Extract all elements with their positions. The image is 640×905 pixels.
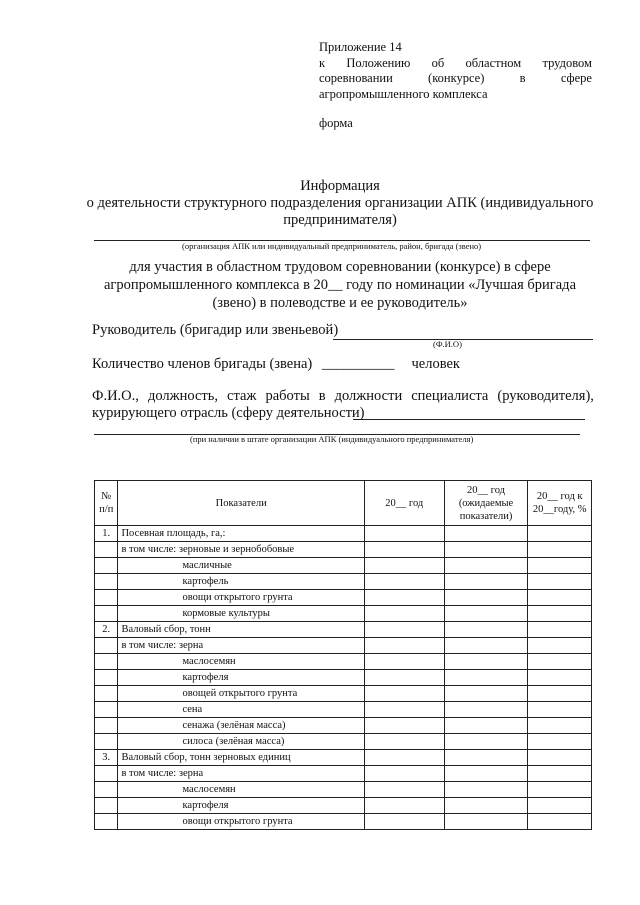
table-body — [95, 526, 592, 830]
header-indicator: Показатели — [118, 481, 364, 526]
row-indicator: Посевная площадь, га,: — [118, 526, 364, 542]
ratio-value-cell[interactable] — [528, 766, 592, 782]
expected-value-cell[interactable] — [444, 638, 528, 654]
appendix-word: Положению — [346, 55, 411, 70]
appendix-word: об — [431, 55, 445, 70]
ratio-value-cell[interactable] — [528, 606, 592, 622]
members-label-text: Количество членов бригады (звена) — [92, 356, 313, 372]
year-value-cell[interactable] — [364, 558, 444, 574]
specialist-word: должность, — [147, 388, 219, 404]
header-year: 20__ год — [364, 481, 444, 526]
ratio-value-cell[interactable] — [528, 622, 592, 638]
ratio-value-cell[interactable] — [528, 574, 592, 590]
table-row — [95, 766, 592, 782]
table-row — [95, 814, 592, 830]
row-number — [95, 702, 118, 718]
row-number: 3. — [95, 750, 118, 766]
row-indicator: сенажа (зелёная масса) — [118, 718, 364, 734]
year-value-cell[interactable] — [364, 606, 444, 622]
ratio-value-cell[interactable] — [528, 590, 592, 606]
table-row — [95, 670, 592, 686]
specialist-caption: (при наличии в штате организации АПК (индивидуального предпринимателя) — [190, 434, 474, 444]
row-number: 1. — [95, 526, 118, 542]
expected-value-cell[interactable] — [444, 718, 528, 734]
row-indicator: картофеля — [118, 798, 364, 814]
members-unit: человек — [411, 356, 460, 372]
ratio-value-cell[interactable] — [528, 638, 592, 654]
row-indicator: овощи открытого грунта — [118, 590, 364, 606]
purpose-text — [70, 258, 610, 312]
specialist-word: должности — [334, 388, 403, 404]
appendix-word: трудовом — [542, 55, 592, 70]
appendix-line-4: агропромышленного комплекса — [319, 86, 488, 101]
specialist-word: Ф.И.О., — [92, 388, 139, 404]
info-subtitle — [60, 195, 620, 229]
specialist-line-1 — [92, 388, 594, 405]
ratio-value-cell[interactable] — [528, 750, 592, 766]
table-row — [95, 542, 592, 558]
table-row — [95, 798, 592, 814]
purpose-line-3: (звено) в полеводстве и ее руководитель» — [212, 295, 468, 311]
header-ratio: 20__ год к 20__году, % — [528, 481, 592, 526]
table-row — [95, 590, 592, 606]
table-row — [95, 782, 592, 798]
year-value-cell[interactable] — [364, 574, 444, 590]
header-num: № п/п — [95, 481, 118, 526]
row-number: 2. — [95, 622, 118, 638]
expected-value-cell[interactable] — [444, 766, 528, 782]
row-indicator: картофель — [118, 574, 364, 590]
row-indicator: Валовый сбор, тонн — [118, 622, 364, 638]
row-number — [95, 798, 118, 814]
expected-value-cell[interactable] — [444, 558, 528, 574]
table-row — [95, 654, 592, 670]
row-indicator: кормовые культуры — [118, 606, 364, 622]
row-number — [95, 670, 118, 686]
expected-value-cell[interactable] — [444, 526, 528, 542]
row-indicator: маслосемян — [118, 654, 364, 670]
ratio-value-cell[interactable] — [528, 542, 592, 558]
row-indicator: в том числе: зерновые и зернобобовые — [118, 542, 364, 558]
appendix-word: в — [519, 71, 526, 85]
year-value-cell[interactable] — [364, 622, 444, 638]
specialist-word: в — [318, 388, 326, 404]
year-value-cell[interactable] — [364, 750, 444, 766]
ratio-value-cell[interactable] — [528, 654, 592, 670]
leader-input-line[interactable] — [333, 339, 593, 340]
specialist-word: специалиста — [411, 388, 489, 404]
expected-value-cell[interactable] — [444, 782, 528, 798]
specialist-block — [92, 388, 594, 422]
year-value-cell[interactable] — [364, 638, 444, 654]
expected-value-cell[interactable] — [444, 734, 528, 750]
table-row — [95, 734, 592, 750]
ratio-value-cell[interactable] — [528, 814, 592, 830]
ratio-value-cell[interactable] — [528, 670, 592, 686]
ratio-value-cell[interactable] — [528, 702, 592, 718]
table-row — [95, 638, 592, 654]
appendix-line-2 — [319, 56, 592, 72]
expected-value-cell[interactable] — [444, 622, 528, 638]
table-row — [95, 558, 592, 574]
expected-value-cell[interactable] — [444, 686, 528, 702]
year-value-cell[interactable] — [364, 686, 444, 702]
table-row — [95, 526, 592, 542]
row-indicator: силоса (зелёная масса) — [118, 734, 364, 750]
indicators-table — [94, 480, 592, 830]
year-value-cell[interactable] — [364, 670, 444, 686]
info-subtitle-line-2: предпринимателя) — [283, 212, 397, 228]
table-header-row — [95, 481, 592, 526]
purpose-line-2: агропромышленного комплекса в 20__ году по номинации «Лучшая бригада — [103, 277, 576, 293]
appendix-block — [319, 40, 592, 102]
header-expected: 20__ год (ожидаемые показатели) — [444, 481, 528, 526]
row-indicator: овощи открытого грунта — [118, 814, 364, 830]
members-input-blank[interactable]: __________ — [321, 356, 395, 372]
purpose-line-1: для участия в областном трудовом соревновании (конкурсе) в сфере — [129, 259, 551, 275]
year-value-cell[interactable] — [364, 718, 444, 734]
year-value-cell[interactable] — [364, 766, 444, 782]
row-number — [95, 718, 118, 734]
row-number — [95, 814, 118, 830]
table-row — [95, 606, 592, 622]
appendix-title: Приложение 14 — [319, 40, 402, 54]
specialist-line-2: курирующего отрасль (сферу деятельности) — [92, 405, 365, 421]
table-row — [95, 622, 592, 638]
appendix-word: соревновании — [319, 71, 393, 85]
org-caption: (организация АПК или индивидуальный предприниматель, район, бригада (звено) — [182, 241, 482, 251]
row-indicator: сена — [118, 702, 364, 718]
row-number — [95, 686, 118, 702]
members-label — [92, 356, 460, 373]
ratio-value-cell[interactable] — [528, 558, 592, 574]
expected-value-cell[interactable] — [444, 798, 528, 814]
row-number — [95, 638, 118, 654]
appendix-line-3 — [319, 71, 592, 87]
form-label: форма — [319, 116, 353, 130]
expected-value-cell[interactable] — [444, 542, 528, 558]
table-row — [95, 718, 592, 734]
row-indicator: в том числе: зерна — [118, 766, 364, 782]
info-subtitle-line-1: о деятельности структурного подразделения организации АПК (индивидуального — [86, 195, 594, 211]
year-value-cell[interactable] — [364, 798, 444, 814]
expected-value-cell[interactable] — [444, 654, 528, 670]
year-value-cell[interactable] — [364, 782, 444, 798]
specialist-word: работы — [265, 388, 310, 404]
row-number — [95, 542, 118, 558]
appendix-word: (конкурсе) — [428, 71, 485, 85]
year-value-cell[interactable] — [364, 654, 444, 670]
row-indicator: маслосемян — [118, 782, 364, 798]
ratio-value-cell[interactable] — [528, 686, 592, 702]
appendix-word: к — [319, 55, 326, 70]
appendix-word: сфере — [560, 71, 592, 85]
expected-value-cell[interactable] — [444, 590, 528, 606]
table-row — [95, 750, 592, 766]
row-number — [95, 782, 118, 798]
year-value-cell[interactable] — [364, 734, 444, 750]
expected-value-cell[interactable] — [444, 814, 528, 830]
ratio-value-cell[interactable] — [528, 798, 592, 814]
row-number — [95, 766, 118, 782]
row-indicator: овощей открытого грунта — [118, 686, 364, 702]
expected-value-cell[interactable] — [444, 606, 528, 622]
ratio-value-cell[interactable] — [528, 718, 592, 734]
expected-value-cell[interactable] — [444, 670, 528, 686]
row-number — [95, 734, 118, 750]
specialist-input-line[interactable] — [353, 419, 585, 420]
expected-value-cell[interactable] — [444, 750, 528, 766]
row-number — [95, 590, 118, 606]
row-number — [95, 606, 118, 622]
year-value-cell[interactable] — [364, 542, 444, 558]
expected-value-cell[interactable] — [444, 574, 528, 590]
row-indicator: масличные — [118, 558, 364, 574]
year-value-cell[interactable] — [364, 590, 444, 606]
appendix-word: областном — [465, 55, 522, 70]
row-indicator: картофеля — [118, 670, 364, 686]
leader-label: Руководитель (бригадир или звеньевой) — [92, 322, 339, 338]
ratio-value-cell[interactable] — [528, 734, 592, 750]
year-value-cell[interactable] — [364, 526, 444, 542]
ratio-value-cell[interactable] — [528, 526, 592, 542]
specialist-word: (руководителя), — [497, 388, 594, 404]
year-value-cell[interactable] — [364, 702, 444, 718]
table-row — [95, 574, 592, 590]
ratio-value-cell[interactable] — [528, 782, 592, 798]
row-number — [95, 558, 118, 574]
row-indicator: Валовый сбор, тонн зерновых единиц — [118, 750, 364, 766]
fio-caption: (Ф.И.О) — [433, 339, 462, 349]
table-row — [95, 686, 592, 702]
year-value-cell[interactable] — [364, 814, 444, 830]
info-title: Информация — [300, 178, 380, 194]
row-number — [95, 654, 118, 670]
table-row — [95, 702, 592, 718]
row-indicator: в том числе: зерна — [118, 638, 364, 654]
specialist-word: стаж — [227, 388, 257, 404]
row-number — [95, 574, 118, 590]
expected-value-cell[interactable] — [444, 702, 528, 718]
